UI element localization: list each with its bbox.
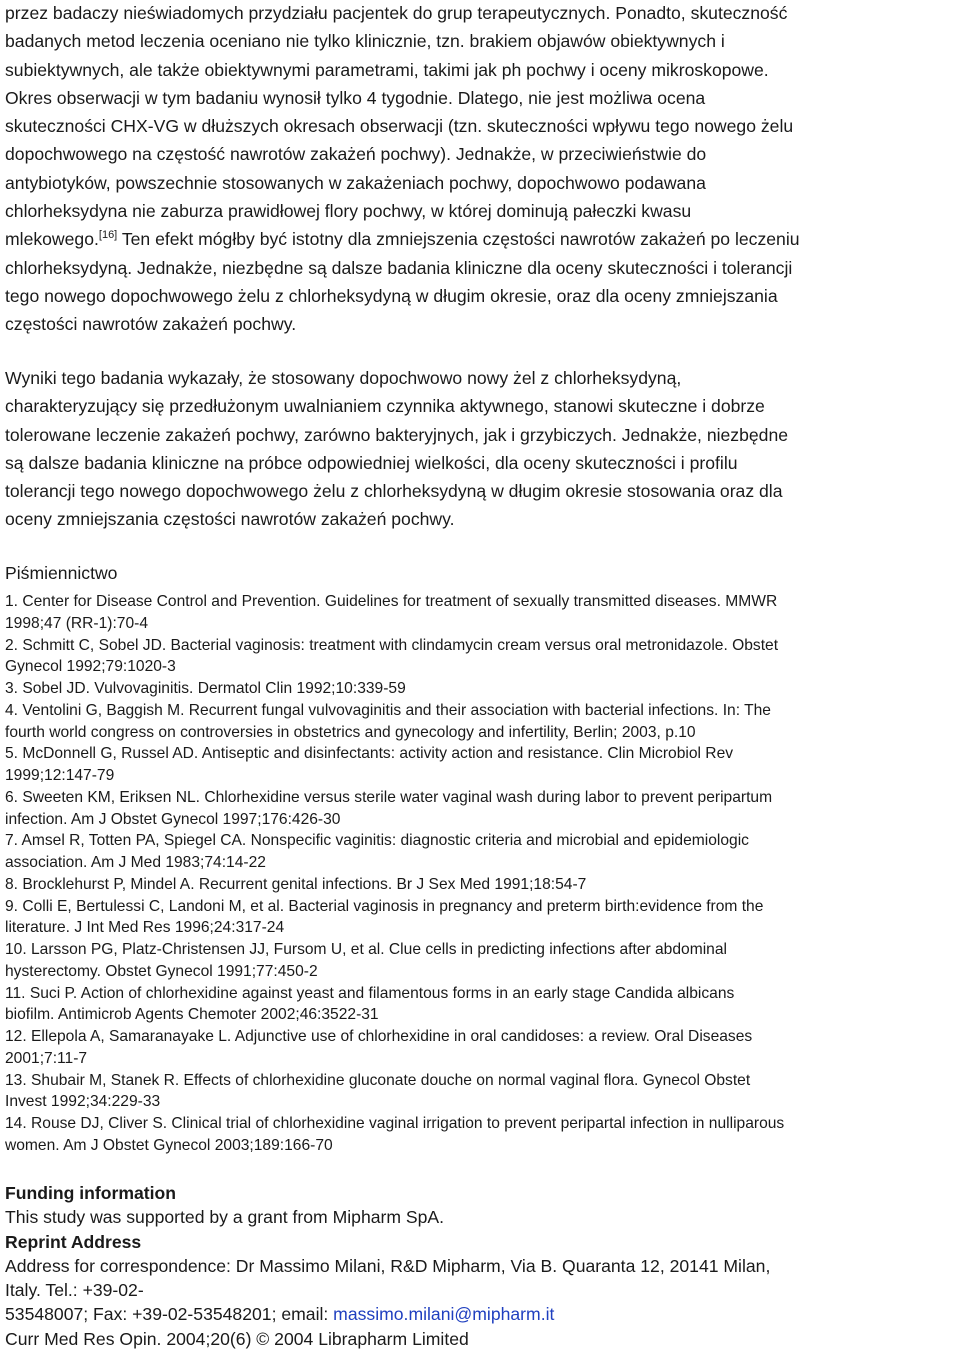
text-line: subiektywnych, ale także obiektywnymi parametrami, takimi jak ph pochwy i oceny mikroskopowe. <box>5 59 769 80</box>
address-line: Address for correspondence: Dr Massimo Milani, R&D Mipharm, Via B. Quaranta 12, 20141 Milan, <box>5 1255 771 1276</box>
reference-line: literature. J Int Med Res 1996;24:317-24 <box>5 919 285 937</box>
text-line: tolerowane leczenie zakażeń pochwy, zarówno bakteryjnych, jak i grzybiczych. Jednakże, niezbędne <box>5 424 789 445</box>
email-link[interactable]: massimo.milani@mipharm.it <box>333 1304 555 1325</box>
reference-list <box>5 591 960 1157</box>
reference-line: 1998;47 (RR-1):70-4 <box>5 614 149 632</box>
text-line: antybiotyków, powszechnie stosowanych w zakażeniach pochwy, dopochwowo podawana <box>5 172 706 193</box>
citation-marker: [16] <box>98 229 118 242</box>
contact-line <box>5 1302 960 1326</box>
funding-text: This study was supported by a grant from Mipharm SpA. <box>5 1207 445 1228</box>
reference-line: 6. Sweeten KM, Eriksen NL. Chlorhexidine versus sterile water vaginal wash during labor to prevent peripartum <box>5 788 773 806</box>
reference-line: 2. Schmitt C, Sobel JD. Bacterial vaginosis: treatment with clindamycin cream versus oral metronidazole. Obstet <box>5 636 779 654</box>
reference-line: 7. Amsel R, Totten PA, Spiegel CA. Nonspecific vaginitis: diagnostic criteria and microbial and epidemiologic <box>5 832 749 850</box>
reference-line: 8. Brocklehurst P, Mindel A. Recurrent genital infections. Br J Sex Med 1991;18:54-7 <box>5 875 587 893</box>
text-line: tolerancji tego nowego dopochwowego żelu z chlorheksydyną w długim okresie stosowania oraz dla <box>5 481 783 502</box>
body-paragraph-1 <box>5 0 960 339</box>
reference-line: 12. Ellepola A, Samaranayake L. Adjunctive use of chlorhexidine in oral candidoses: a review. Oral Diseases <box>5 1028 753 1045</box>
text-line: Okres obserwacji w tym badaniu wynosił tylko 4 tygodnie. Dlatego, nie jest możliwa ocena <box>5 87 706 108</box>
reference-line: fourth world congress on controversies in obstetrics and gynecology and infertility, Berlin; 2003, p.10 <box>5 723 696 741</box>
reference-line: 3. Sobel JD. Vulvovaginitis. Dermatol Clin 1992;10:339-59 <box>5 680 406 697</box>
text-line: badanych metod leczenia oceniano nie tylko klinicznie, tzn. brakiem objawów obiektywnych i <box>5 31 725 52</box>
reference-line: biofilm. Antimicrob Agents Chemoter 2002;46:3522-31 <box>5 1006 379 1024</box>
reference-line: women. Am J Obstet Gynecol 2003;189:166-70 <box>5 1136 333 1154</box>
address-line: Italy. Tel.: +39-02- <box>5 1280 144 1301</box>
reference-line: 5. McDonnell G, Russel AD. Antiseptic and disinfectants: activity action and resistance. Clin Microbiol Rev <box>5 745 734 763</box>
text-line: dopochwowego na częstość nawrotów zakażeń pochwy). Jednakże, w przeciwieństwie do <box>5 144 707 165</box>
reference-line: 2001;7:11-7 <box>5 1049 88 1067</box>
reference-line: 13. Shubair M, Stanek R. Effects of chlorhexidine gluconate douche on normal vaginal flora. Gynecol Obstet <box>5 1071 751 1089</box>
text-line: chlorheksydyną. Jednakże, niezbędne są dalsze badania kliniczne dla oceny skuteczności i tolerancji <box>5 257 793 278</box>
text-line: charakteryzujący się przedłużonym uwalnianiem czynnika aktywnego, stanowi skuteczne i dobrze <box>5 396 765 417</box>
reference-line: 14. Rouse DJ, Cliver S. Clinical trial of chlorhexidine vaginal irrigation to prevent peripartal infection in nulliparous <box>5 1115 785 1132</box>
reference-line: 11. Suci P. Action of chlorhexidine against yeast and filamentous forms in an early stage Candida albicans <box>5 984 735 1002</box>
text-line: oceny zmniejszania częstości nawrotów zakażeń pochwy. <box>5 509 455 530</box>
contact-text: 53548007; Fax: +39-02-53548201; email: <box>5 1304 334 1325</box>
body-paragraph-2 <box>5 364 960 534</box>
text-line: skuteczności CHX-VG w dłuższych okresach obserwacji (tzn. skuteczności wpływu tego nowego żelu <box>5 116 794 137</box>
reference-line: association. Am J Med 1983;74:14-22 <box>5 854 266 871</box>
reference-line: 10. Larsson PG, Platz-Christensen JJ, Fursom U, et al. Clue cells in predicting infections after abdominal <box>5 941 727 958</box>
text-line: są dalsze badania kliniczne na próbce odpowiedniej wielkości, dla oceny skuteczności i profilu <box>5 452 738 473</box>
text-line: chlorheksydyna nie zaburza prawidłowej flory pochwy, w której dominują pałeczki kwasu <box>5 201 692 222</box>
text-line: tego nowego dopochwowego żelu z chlorheksydyną w długim okresie, oraz dla oceny zmniejszania <box>5 285 778 306</box>
reference-line: 1. Center for Disease Control and Prevention. Guidelines for treatment of sexually transmitted diseases. MMWR <box>5 593 778 610</box>
reprint-heading: Reprint Address <box>5 1231 142 1252</box>
reference-line: 4. Ventolini G, Baggish M. Recurrent fungal vulvovaginitis and their association with bacterial infections. In: The <box>5 701 771 719</box>
journal-citation: Curr Med Res Opin. 2004;20(6) © 2004 Librapharm Limited <box>5 1328 469 1349</box>
reference-line: Gynecol 1992;79:1020-3 <box>5 658 176 676</box>
reference-line: hysterectomy. Obstet Gynecol 1991;77:450-2 <box>5 962 318 980</box>
text-line: mlekowego. <box>5 229 99 250</box>
funding-heading: Funding information <box>5 1183 177 1203</box>
references-heading: Piśmiennictwo <box>5 563 118 583</box>
article-footer <box>5 1181 960 1351</box>
reference-line: 9. Colli E, Bertulessi C, Landoni M, et al. Bacterial vaginosis in pregnancy and preterm birth:evidence from the <box>5 897 764 915</box>
text-line: Wyniki tego badania wykazały, że stosowany dopochwowo nowy żel z chlorheksydyną, <box>5 368 682 388</box>
text-line: Ten efekt mógłby być istotny dla zmniejszenia częstości nawrotów zakażeń po leczeniu <box>117 229 800 250</box>
reference-line: infection. Am J Obstet Gynecol 1997;176:426-30 <box>5 810 341 828</box>
reference-line: 1999;12:147-79 <box>5 767 115 784</box>
text-line: częstości nawrotów zakażeń pochwy. <box>5 314 297 335</box>
text-line: przez badaczy nieświadomych przydziału pacjentek do grup terapeutycznych. Ponadto, skuteczność <box>5 3 788 23</box>
reference-line: Invest 1992;34:229-33 <box>5 1093 161 1111</box>
